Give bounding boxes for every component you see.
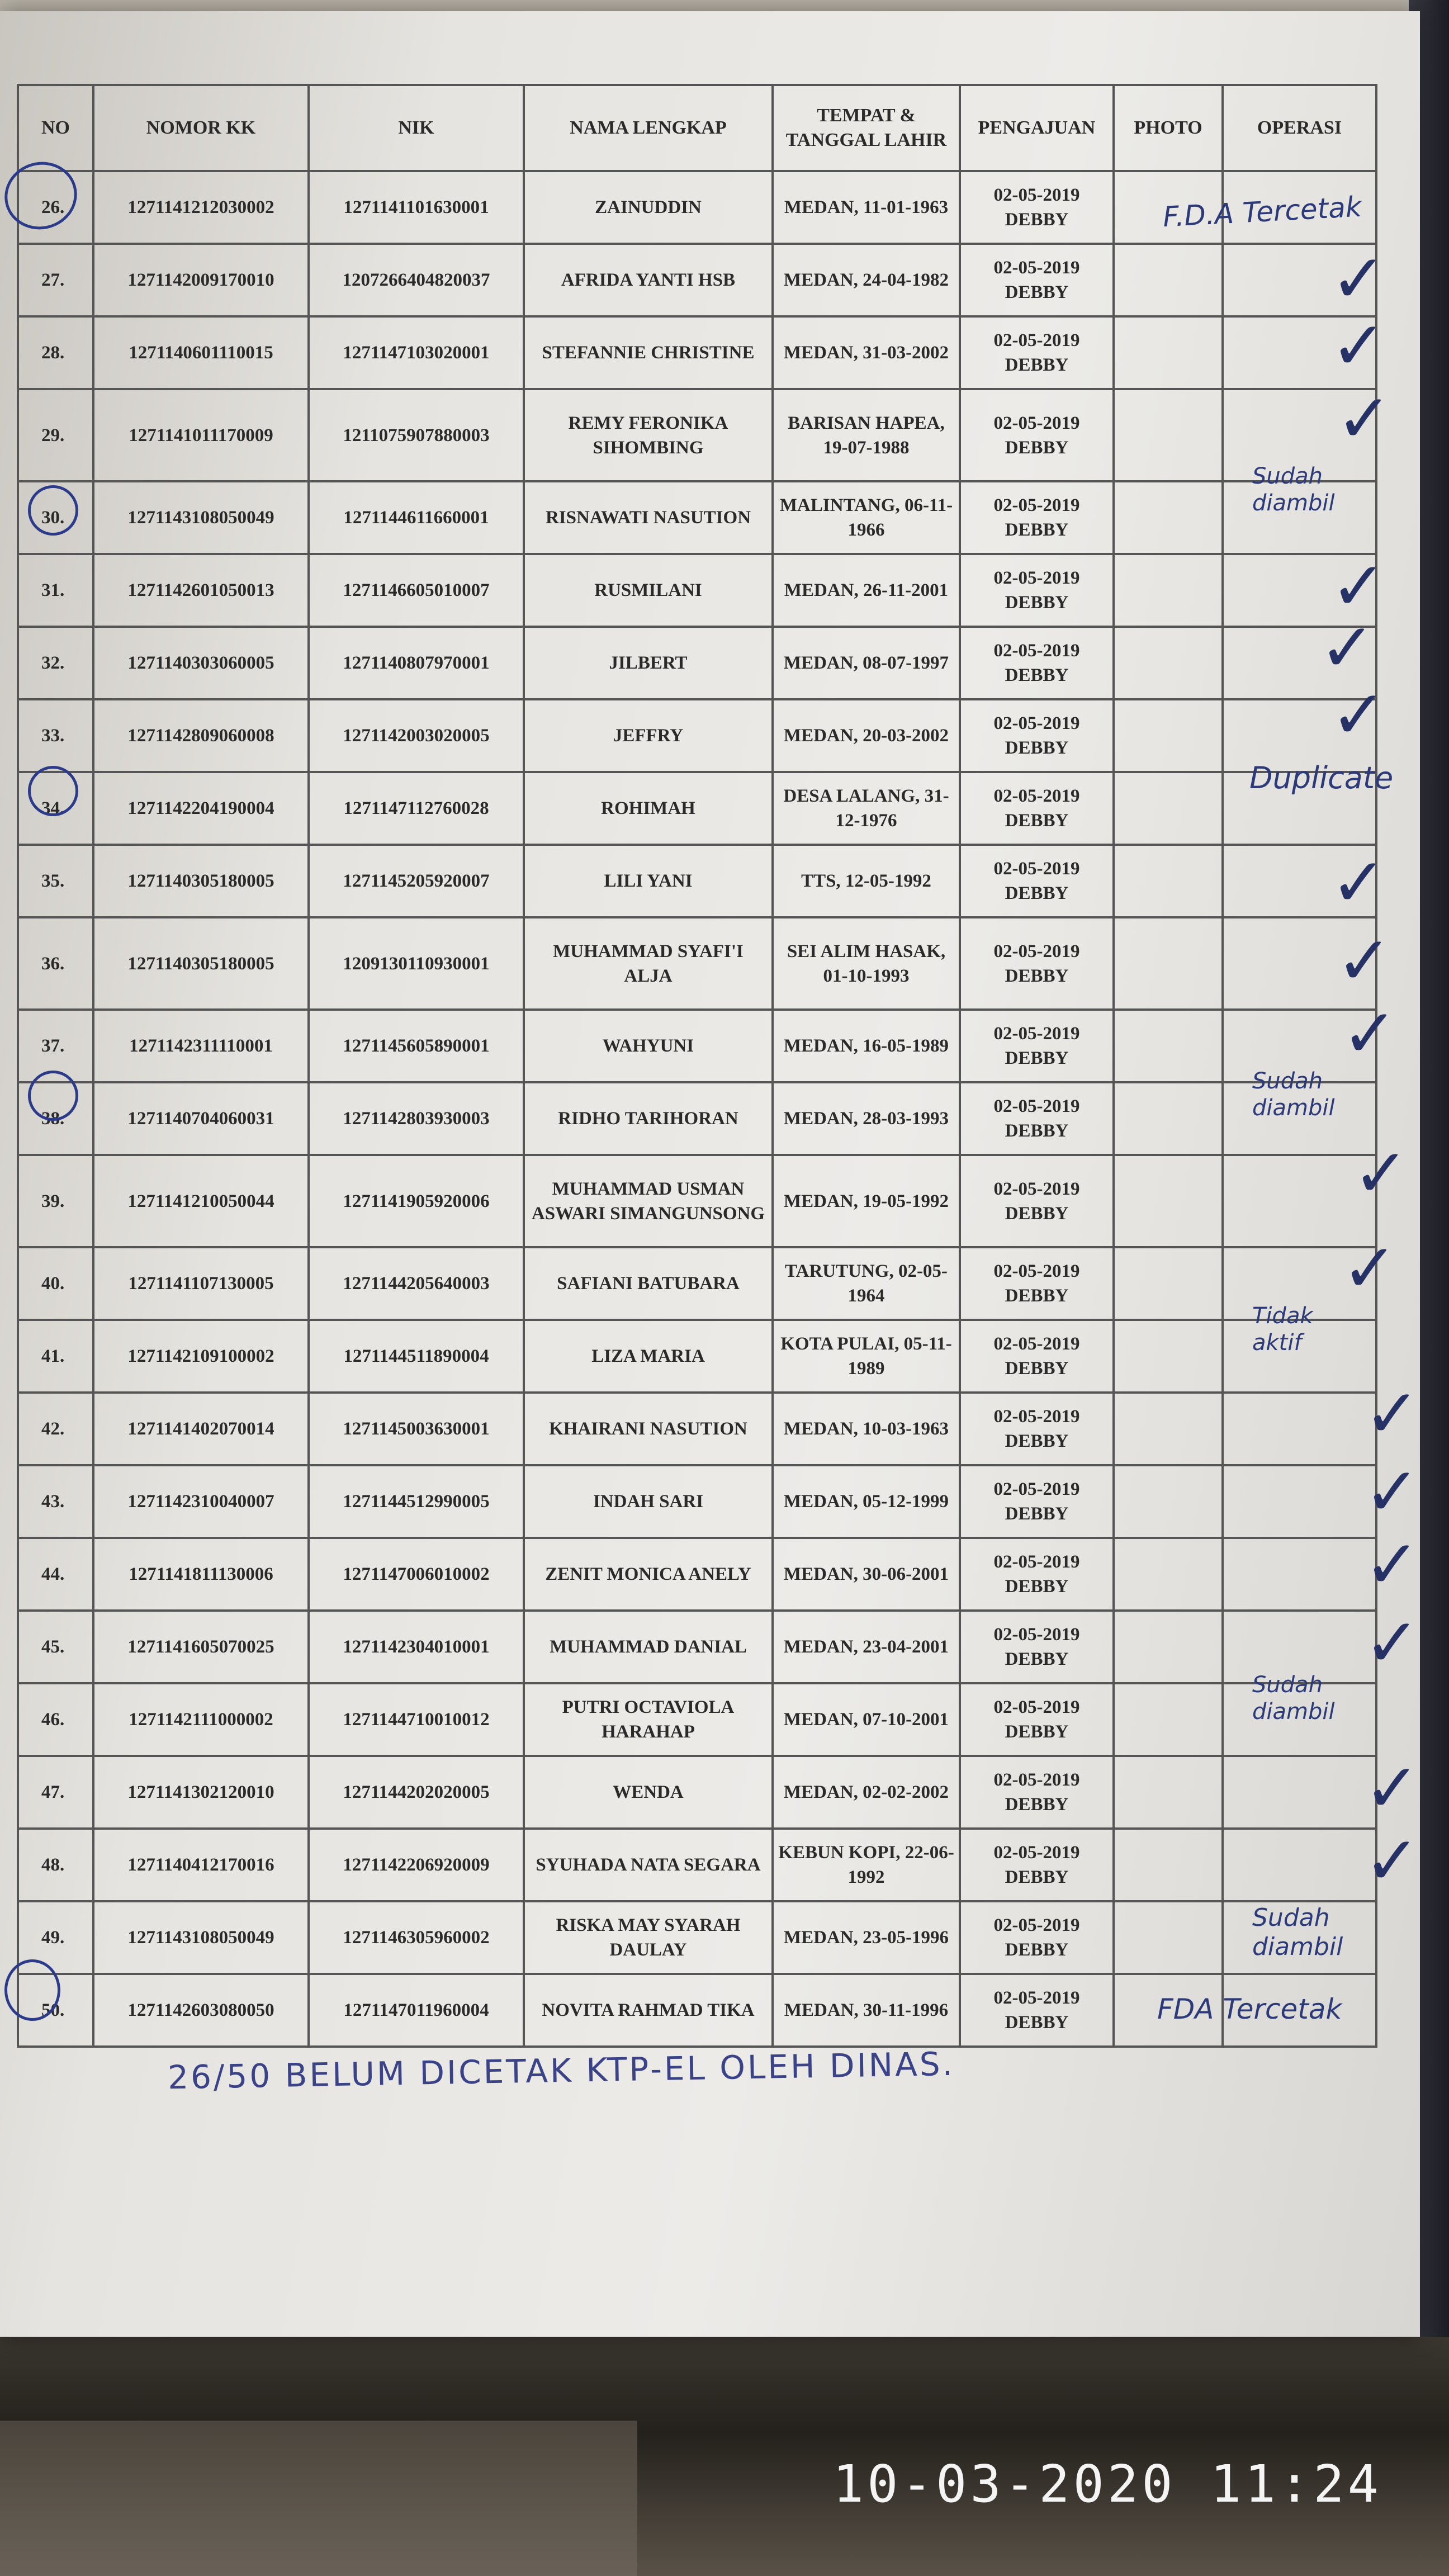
photo-cell <box>1114 627 1223 699</box>
tempat-tanggal-lahir-cell: MEDAN, 10-03-1963 <box>773 1393 960 1465</box>
nik-cell: 1271146605010007 <box>309 554 524 627</box>
handwritten-note: F.D.A Tercetak <box>1162 190 1363 234</box>
nama-lengkap-cell: SYUHADA NATA SEGARA <box>524 1829 773 1901</box>
checkmark-icon: ✓ <box>1364 1750 1420 1827</box>
photo-cell <box>1114 554 1223 627</box>
row-number-cell: 35. <box>18 845 93 917</box>
operasi-cell <box>1223 1829 1376 1901</box>
photo-cell <box>1114 1393 1223 1465</box>
tempat-tanggal-lahir-cell: MEDAN, 23-05-1996 <box>773 1901 960 1974</box>
row-number-cell: 47. <box>18 1756 93 1829</box>
row-number-cell: 29. <box>18 389 93 481</box>
nomor-kk-cell: 1271142204190004 <box>93 772 309 845</box>
tempat-tanggal-lahir-cell: TARUTUNG, 02-05-1964 <box>773 1247 960 1320</box>
nama-lengkap-cell: INDAH SARI <box>524 1465 773 1538</box>
nama-lengkap-cell: LILI YANI <box>524 845 773 917</box>
ink-circle <box>28 766 78 816</box>
row-number-cell: 30. <box>18 481 93 554</box>
table-row <box>18 1320 1376 1393</box>
nama-lengkap-cell: ZAINUDDIN <box>524 171 773 244</box>
table-row <box>18 1538 1376 1611</box>
nik-cell: 1271145205920007 <box>309 845 524 917</box>
nomor-kk-cell: 1271142111000002 <box>93 1683 309 1756</box>
nama-lengkap-cell: MUHAMMAD DANIAL <box>524 1611 773 1683</box>
nik-cell: 1271147112760028 <box>309 772 524 845</box>
background-floor-tiles <box>0 2421 637 2576</box>
nomor-kk-cell: 1271143108050049 <box>93 481 309 554</box>
tempat-tanggal-lahir-cell: MEDAN, 30-06-2001 <box>773 1538 960 1611</box>
photo-cell <box>1114 1611 1223 1683</box>
nama-lengkap-cell: RISKA MAY SYARAH DAULAY <box>524 1901 773 1974</box>
checkmark-icon: ✓ <box>1330 307 1387 385</box>
table-row <box>18 1393 1376 1465</box>
pengajuan-cell: 02-05-2019 DEBBY <box>960 699 1114 772</box>
tempat-tanggal-lahir-cell: BARISAN HAPEA, 19-07-1988 <box>773 389 960 481</box>
tempat-tanggal-lahir-cell: DESA LALANG, 31-12-1976 <box>773 772 960 845</box>
nama-lengkap-cell: WAHYUNI <box>524 1010 773 1082</box>
row-number-cell: 45. <box>18 1611 93 1683</box>
nama-lengkap-cell: SAFIANI BATUBARA <box>524 1247 773 1320</box>
header-pengajuan: PENGAJUAN <box>960 85 1114 171</box>
pengajuan-cell: 02-05-2019 DEBBY <box>960 1320 1114 1393</box>
photo-cell <box>1114 1683 1223 1756</box>
photo-cell <box>1114 1247 1223 1320</box>
photo-cell <box>1114 1082 1223 1155</box>
nama-lengkap-cell: ROHIMAH <box>524 772 773 845</box>
photo-cell <box>1114 316 1223 389</box>
row-number-cell: 42. <box>18 1393 93 1465</box>
roster-body <box>18 171 1376 2047</box>
nomor-kk-cell: 1271142109100002 <box>93 1320 309 1393</box>
nomor-kk-cell: 1271141402070014 <box>93 1393 309 1465</box>
checkmark-icon: ✓ <box>1364 1604 1420 1682</box>
checkmark-icon: ✓ <box>1330 844 1387 922</box>
nik-cell: 1271145003630001 <box>309 1393 524 1465</box>
table-row <box>18 1155 1376 1247</box>
pengajuan-cell: 02-05-2019 DEBBY <box>960 1247 1114 1320</box>
nik-cell: 1271147006010002 <box>309 1538 524 1611</box>
handwritten-note: FDA Tercetak <box>1157 1993 1342 2025</box>
pengajuan-cell: 02-05-2019 DEBBY <box>960 554 1114 627</box>
table-row <box>18 244 1376 316</box>
nik-cell: 1271142304010001 <box>309 1611 524 1683</box>
tempat-tanggal-lahir-cell: MEDAN, 20-03-2002 <box>773 699 960 772</box>
nama-lengkap-cell: STEFANNIE CHRISTINE <box>524 316 773 389</box>
checkmark-icon: ✓ <box>1364 1526 1420 1604</box>
handwritten-note: Tidak aktif <box>1252 1303 1313 1356</box>
checkmark-icon: ✓ <box>1342 995 1398 1073</box>
nik-cell: 1271142206920009 <box>309 1829 524 1901</box>
table-row <box>18 917 1376 1010</box>
tempat-tanggal-lahir-cell: MEDAN, 05-12-1999 <box>773 1465 960 1538</box>
header-tempat-tanggal-lahir: TEMPAT & TANGGAL LAHIR <box>773 85 960 171</box>
pengajuan-cell: 02-05-2019 DEBBY <box>960 917 1114 1010</box>
nomor-kk-cell: 1271140704060031 <box>93 1082 309 1155</box>
pengajuan-cell: 02-05-2019 DEBBY <box>960 1974 1114 2047</box>
nama-lengkap-cell: RUSMILANI <box>524 554 773 627</box>
row-number-cell: 31. <box>18 554 93 627</box>
nik-cell: 1271142003020005 <box>309 699 524 772</box>
handwritten-note: Sudah diambil <box>1252 1903 1343 1961</box>
nik-cell: 1271144710010012 <box>309 1683 524 1756</box>
pengajuan-cell: 02-05-2019 DEBBY <box>960 1155 1114 1247</box>
row-number-cell: 27. <box>18 244 93 316</box>
nomor-kk-cell: 1271141011170009 <box>93 389 309 481</box>
nomor-kk-cell: 1271141811130006 <box>93 1538 309 1611</box>
table-row <box>18 554 1376 627</box>
pengajuan-cell: 02-05-2019 DEBBY <box>960 171 1114 244</box>
tempat-tanggal-lahir-cell: SEI ALIM HASAK, 01-10-1993 <box>773 917 960 1010</box>
footer-handwritten-note: 26/50 BELUM DICETAK KTP-EL OLEH DINAS. <box>167 2044 955 2097</box>
row-number-cell: 46. <box>18 1683 93 1756</box>
row-number-cell: 49. <box>18 1901 93 1974</box>
header-photo: PHOTO <box>1114 85 1223 171</box>
nik-cell: 1271147103020001 <box>309 316 524 389</box>
nomor-kk-cell: 1271142603080050 <box>93 1974 309 2047</box>
photo-cell <box>1114 389 1223 481</box>
nomor-kk-cell: 1271140305180005 <box>93 845 309 917</box>
nomor-kk-cell: 1271143108050049 <box>93 1901 309 1974</box>
pengajuan-cell: 02-05-2019 DEBBY <box>960 845 1114 917</box>
tempat-tanggal-lahir-cell: MEDAN, 11-01-1963 <box>773 171 960 244</box>
checkmark-icon: ✓ <box>1336 380 1393 458</box>
nomor-kk-cell: 1271140303060005 <box>93 627 309 699</box>
nomor-kk-cell: 1271141212030002 <box>93 171 309 244</box>
checkmark-icon: ✓ <box>1342 1230 1398 1308</box>
handwritten-note: Sudah diambil <box>1252 1672 1335 1725</box>
nik-cell: 1209130110930001 <box>309 917 524 1010</box>
table-row <box>18 1010 1376 1082</box>
nik-cell: 1271144611660001 <box>309 481 524 554</box>
row-number-cell: 32. <box>18 627 93 699</box>
nama-lengkap-cell: WENDA <box>524 1756 773 1829</box>
pengajuan-cell: 02-05-2019 DEBBY <box>960 1538 1114 1611</box>
operasi-cell <box>1223 1465 1376 1538</box>
header-no: NO <box>18 85 93 171</box>
table-row <box>18 699 1376 772</box>
pengajuan-cell: 02-05-2019 DEBBY <box>960 244 1114 316</box>
row-number-cell: 50. <box>18 1974 93 2047</box>
nama-lengkap-cell: ZENIT MONICA ANELY <box>524 1538 773 1611</box>
nomor-kk-cell: 1271141210050044 <box>93 1155 309 1247</box>
photo-cell <box>1114 699 1223 772</box>
photo-cell <box>1114 1010 1223 1082</box>
pengajuan-cell: 02-05-2019 DEBBY <box>960 1901 1114 1974</box>
row-number-cell: 48. <box>18 1829 93 1901</box>
photo-cell <box>1114 1465 1223 1538</box>
nama-lengkap-cell: MUHAMMAD SYAFI'I ALJA <box>524 917 773 1010</box>
pengajuan-cell: 02-05-2019 DEBBY <box>960 1756 1114 1829</box>
photo-cell <box>1114 1155 1223 1247</box>
pengajuan-cell: 02-05-2019 DEBBY <box>960 1010 1114 1082</box>
pengajuan-cell: 02-05-2019 DEBBY <box>960 1611 1114 1683</box>
tempat-tanggal-lahir-cell: MEDAN, 23-04-2001 <box>773 1611 960 1683</box>
ink-circle <box>4 1959 60 2021</box>
tempat-tanggal-lahir-cell: MEDAN, 24-04-1982 <box>773 244 960 316</box>
checkmark-icon: ✓ <box>1330 676 1387 754</box>
operasi-cell <box>1223 1393 1376 1465</box>
checkmark-icon: ✓ <box>1364 1453 1420 1531</box>
row-number-cell: 38. <box>18 1082 93 1155</box>
nik-cell: 1271140807970001 <box>309 627 524 699</box>
nama-lengkap-cell: REMY FERONIKA SIHOMBING <box>524 389 773 481</box>
photo-cell <box>1114 481 1223 554</box>
nik-cell: 1271141101630001 <box>309 171 524 244</box>
nama-lengkap-cell: JILBERT <box>524 627 773 699</box>
header-nomor-kk: NOMOR KK <box>93 85 309 171</box>
pengajuan-cell: 02-05-2019 DEBBY <box>960 481 1114 554</box>
table-row <box>18 1683 1376 1756</box>
nomor-kk-cell: 1271140305180005 <box>93 917 309 1010</box>
checkmark-icon: ✓ <box>1330 240 1387 318</box>
row-number-cell: 44. <box>18 1538 93 1611</box>
tempat-tanggal-lahir-cell: MEDAN, 26-11-2001 <box>773 554 960 627</box>
table-row <box>18 316 1376 389</box>
nomor-kk-cell: 1271142311110001 <box>93 1010 309 1082</box>
photo-cell <box>1114 845 1223 917</box>
tempat-tanggal-lahir-cell: MEDAN, 30-11-1996 <box>773 1974 960 2047</box>
table-row <box>18 1611 1376 1683</box>
row-number-cell: 26. <box>18 171 93 244</box>
photo-cell <box>1114 244 1223 316</box>
nik-cell: 1271145605890001 <box>309 1010 524 1082</box>
tempat-tanggal-lahir-cell: TTS, 12-05-1992 <box>773 845 960 917</box>
nama-lengkap-cell: KHAIRANI NASUTION <box>524 1393 773 1465</box>
row-number-cell: 40. <box>18 1247 93 1320</box>
nomor-kk-cell: 1271142310040007 <box>93 1465 309 1538</box>
nik-cell: 1271146305960002 <box>309 1901 524 1974</box>
row-number-cell: 28. <box>18 316 93 389</box>
row-number-cell: 34. <box>18 772 93 845</box>
photo-cell <box>1114 1756 1223 1829</box>
table-row <box>18 845 1376 917</box>
pengajuan-cell: 02-05-2019 DEBBY <box>960 772 1114 845</box>
nama-lengkap-cell: NOVITA RAHMAD TIKA <box>524 1974 773 2047</box>
table-row <box>18 772 1376 845</box>
row-number-cell: 41. <box>18 1320 93 1393</box>
checkmark-icon: ✓ <box>1330 548 1387 626</box>
tempat-tanggal-lahir-cell: MEDAN, 16-05-1989 <box>773 1010 960 1082</box>
nama-lengkap-cell: RIDHO TARIHORAN <box>524 1082 773 1155</box>
nomor-kk-cell: 1271140601110015 <box>93 316 309 389</box>
row-number-cell: 36. <box>18 917 93 1010</box>
nama-lengkap-cell: JEFFRY <box>524 699 773 772</box>
ink-circle <box>28 1071 78 1121</box>
header-nama-lengkap: NAMA LENGKAP <box>524 85 773 171</box>
pengajuan-cell: 02-05-2019 DEBBY <box>960 1393 1114 1465</box>
pengajuan-cell: 02-05-2019 DEBBY <box>960 1082 1114 1155</box>
pengajuan-cell: 02-05-2019 DEBBY <box>960 627 1114 699</box>
photo-cell <box>1114 1901 1223 1974</box>
header-operasi: OPERASI <box>1223 85 1376 171</box>
tempat-tanggal-lahir-cell: MEDAN, 07-10-2001 <box>773 1683 960 1756</box>
nik-cell: 1271144205640003 <box>309 1247 524 1320</box>
nomor-kk-cell: 1271142009170010 <box>93 244 309 316</box>
pengajuan-cell: 02-05-2019 DEBBY <box>960 1465 1114 1538</box>
document-page <box>0 11 1420 2337</box>
tempat-tanggal-lahir-cell: MEDAN, 31-03-2002 <box>773 316 960 389</box>
nama-lengkap-cell: PUTRI OCTAVIOLA HARAHAP <box>524 1683 773 1756</box>
tempat-tanggal-lahir-cell: MEDAN, 02-02-2002 <box>773 1756 960 1829</box>
row-number-cell: 33. <box>18 699 93 772</box>
roster-table <box>17 84 1377 2048</box>
handwritten-note: Sudah diambil <box>1252 1068 1335 1121</box>
nik-cell: 1271144202020005 <box>309 1756 524 1829</box>
tempat-tanggal-lahir-cell: MALINTANG, 06-11-1966 <box>773 481 960 554</box>
nik-cell: 1271142803930003 <box>309 1082 524 1155</box>
row-number-cell: 39. <box>18 1155 93 1247</box>
nomor-kk-cell: 1271140412170016 <box>93 1829 309 1901</box>
table-header-row <box>18 85 1376 171</box>
pengajuan-cell: 02-05-2019 DEBBY <box>960 316 1114 389</box>
nomor-kk-cell: 1271141605070025 <box>93 1611 309 1683</box>
operasi-cell <box>1223 1538 1376 1611</box>
tempat-tanggal-lahir-cell: MEDAN, 08-07-1997 <box>773 627 960 699</box>
nomor-kk-cell: 1271141302120010 <box>93 1756 309 1829</box>
roster-table-wrap <box>17 84 1375 2048</box>
camera-timestamp: 10-03-2020 11:24 <box>832 2454 1382 2514</box>
photo-cell <box>1114 1538 1223 1611</box>
table-row <box>18 627 1376 699</box>
nomor-kk-cell: 1271141107130005 <box>93 1247 309 1320</box>
table-row <box>18 389 1376 481</box>
row-number-cell: 43. <box>18 1465 93 1538</box>
handwritten-note: Sudah diambil <box>1252 463 1335 516</box>
table-row <box>18 1465 1376 1538</box>
row-number-cell: 37. <box>18 1010 93 1082</box>
table-row <box>18 1082 1376 1155</box>
nik-cell: 1271147011960004 <box>309 1974 524 2047</box>
nik-cell: 1271144511890004 <box>309 1320 524 1393</box>
photo-cell <box>1114 1320 1223 1393</box>
table-row <box>18 1756 1376 1829</box>
nama-lengkap-cell: RISNAWATI NASUTION <box>524 481 773 554</box>
pengajuan-cell: 02-05-2019 DEBBY <box>960 1829 1114 1901</box>
tempat-tanggal-lahir-cell: MEDAN, 28-03-1993 <box>773 1082 960 1155</box>
table-row <box>18 481 1376 554</box>
photo-cell <box>1114 772 1223 845</box>
nomor-kk-cell: 1271142809060008 <box>93 699 309 772</box>
table-row <box>18 1901 1376 1974</box>
nik-cell: 1271141905920006 <box>309 1155 524 1247</box>
checkmark-icon: ✓ <box>1364 1822 1420 1900</box>
pengajuan-cell: 02-05-2019 DEBBY <box>960 1683 1114 1756</box>
operasi-cell <box>1223 1756 1376 1829</box>
checkmark-icon: ✓ <box>1319 609 1376 687</box>
nama-lengkap-cell: MUHAMMAD USMAN ASWARI SIMANGUNSONG <box>524 1155 773 1247</box>
ink-circle <box>28 485 78 536</box>
nama-lengkap-cell: AFRIDA YANTI HSB <box>524 244 773 316</box>
tempat-tanggal-lahir-cell: KEBUN KOPI, 22-06-1992 <box>773 1829 960 1901</box>
nik-cell: 1207266404820037 <box>309 244 524 316</box>
tempat-tanggal-lahir-cell: MEDAN, 19-05-1992 <box>773 1155 960 1247</box>
handwritten-note: Duplicate <box>1249 760 1394 795</box>
table-row <box>18 1829 1376 1901</box>
photo-cell <box>1114 917 1223 1010</box>
checkmark-icon: ✓ <box>1353 1135 1409 1213</box>
checkmark-icon: ✓ <box>1364 1375 1420 1453</box>
nik-cell: 1271144512990005 <box>309 1465 524 1538</box>
nama-lengkap-cell: LIZA MARIA <box>524 1320 773 1393</box>
checkmark-icon: ✓ <box>1336 922 1393 1000</box>
table-row <box>18 1247 1376 1320</box>
photo-cell <box>1114 1829 1223 1901</box>
pengajuan-cell: 02-05-2019 DEBBY <box>960 389 1114 481</box>
nik-cell: 1211075907880003 <box>309 389 524 481</box>
header-nik: NIK <box>309 85 524 171</box>
tempat-tanggal-lahir-cell: KOTA PULAI, 05-11-1989 <box>773 1320 960 1393</box>
nomor-kk-cell: 1271142601050013 <box>93 554 309 627</box>
